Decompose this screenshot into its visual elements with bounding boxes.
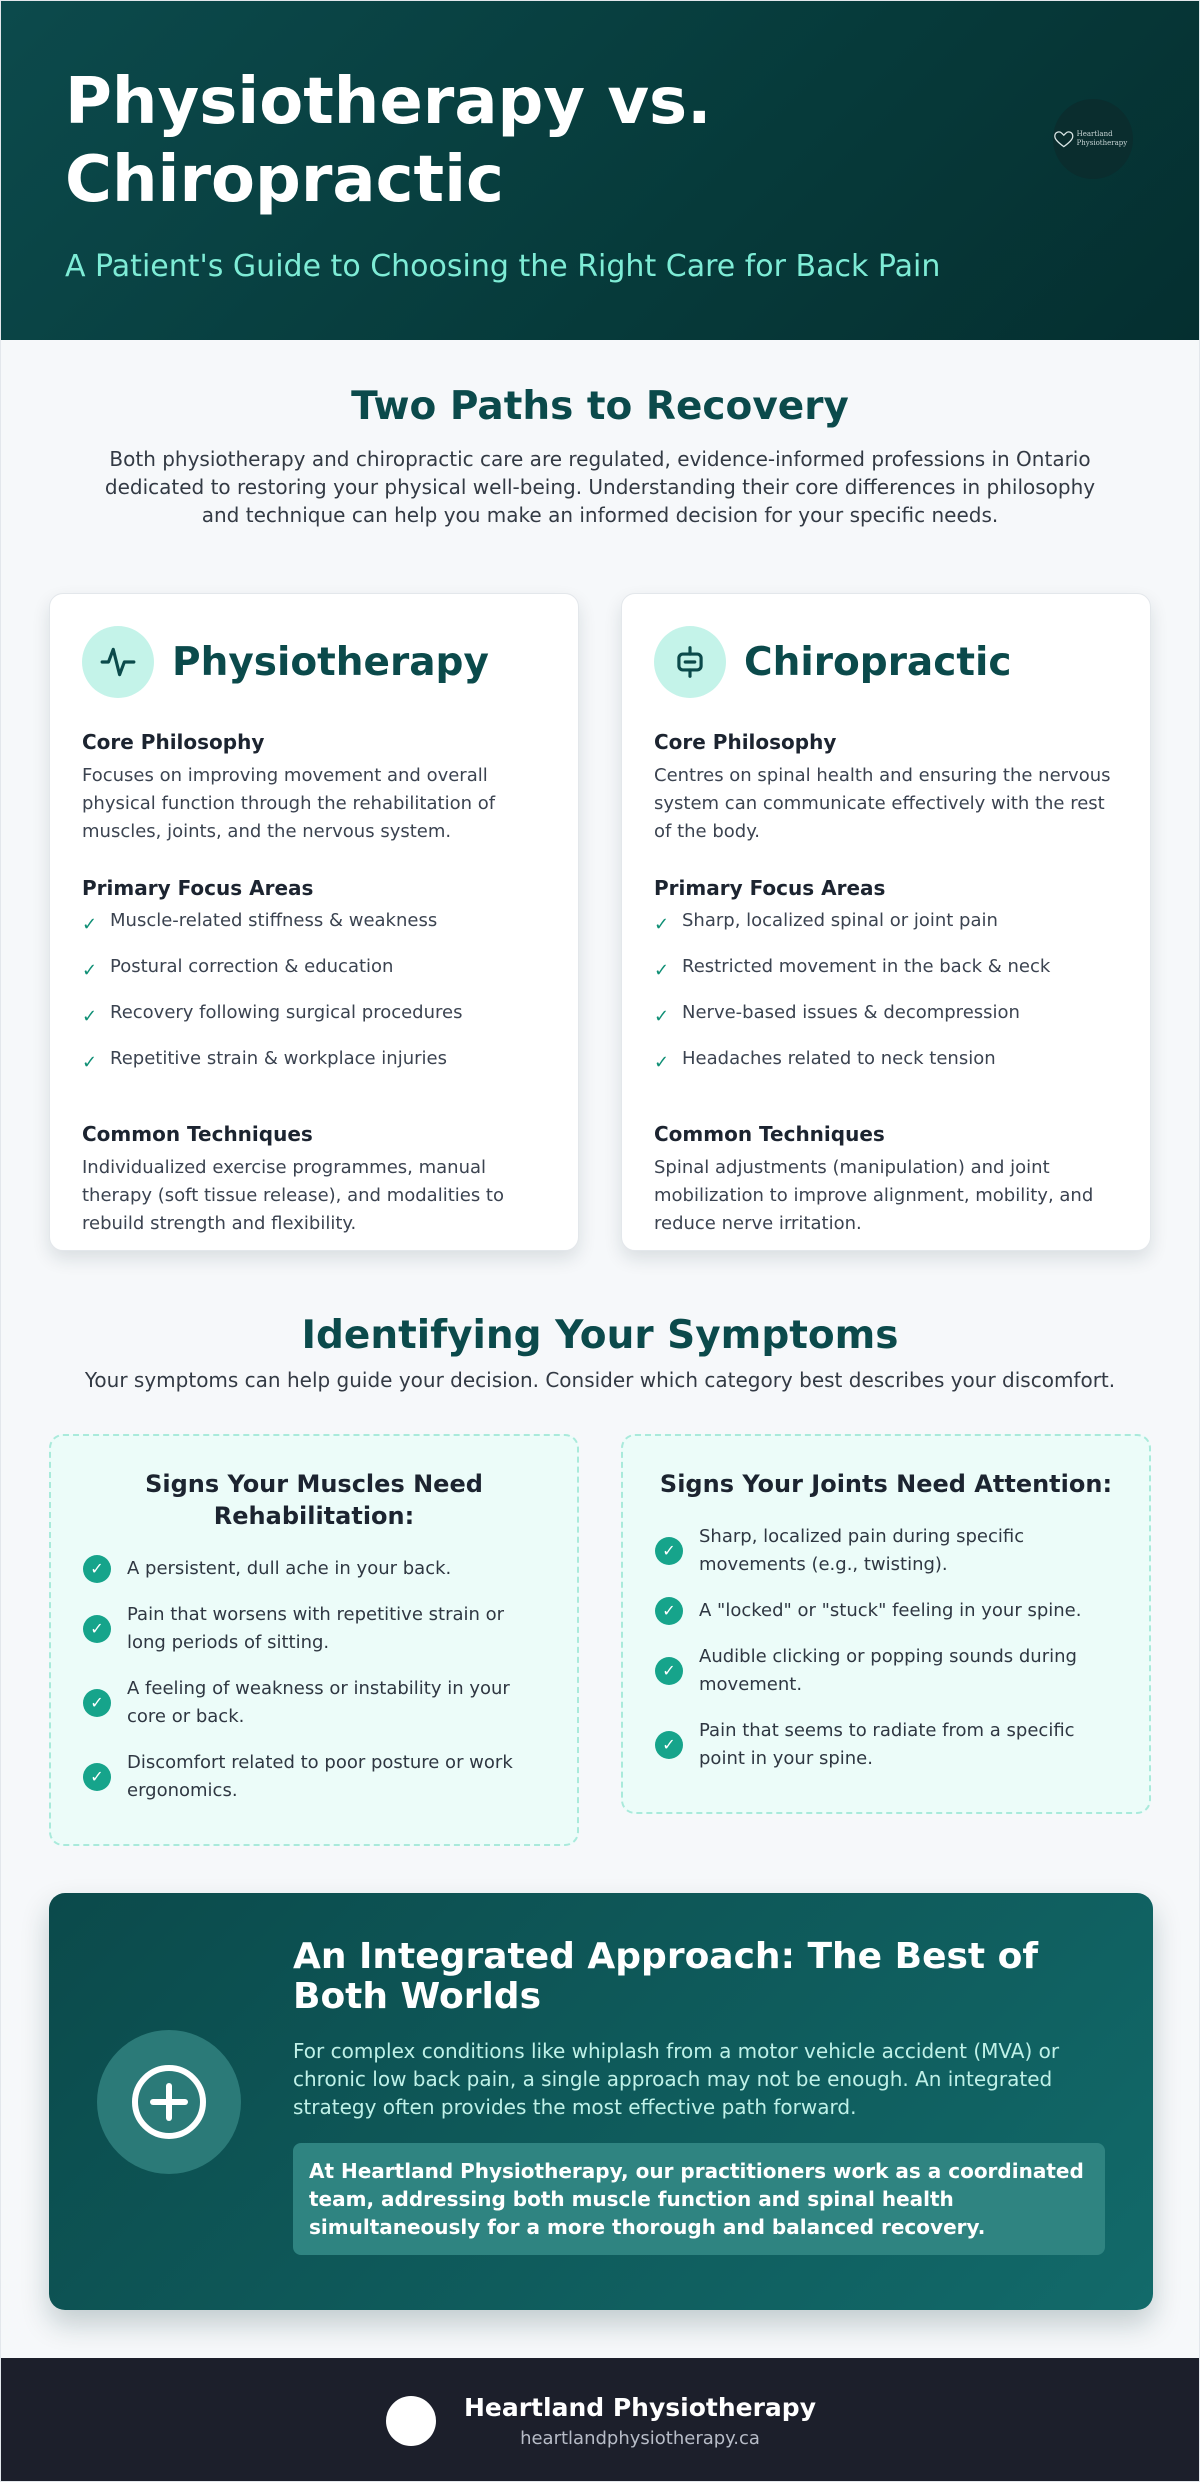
symptoms-title: Identifying Your Symptoms [301, 1313, 899, 1358]
focus-item: Headaches related to neck tension [682, 1048, 996, 1069]
check-circle-icon: ✓ [655, 1537, 683, 1565]
card-header [654, 626, 1118, 698]
philosophy-label: Core Philosophy [82, 730, 265, 754]
focus-item: Nerve-based issues & decompression [682, 1002, 1020, 1023]
symptom-text: A feeling of weakness or instability in your core or back. [127, 1678, 510, 1727]
joint-signs-title: Signs Your Joints Need Attention: [659, 1470, 1113, 1498]
check-circle-icon: ✓ [83, 1689, 111, 1717]
intro-section [1, 340, 1199, 529]
focus-list [82, 908, 546, 1092]
list-item [82, 954, 546, 1000]
symptoms-subtitle: Your symptoms can help guide your decision. Consider which category best describes your discomfort. [84, 1368, 1116, 1392]
focus-item: Repetitive strain & workplace injuries [110, 1048, 447, 1069]
list-item [83, 1740, 545, 1814]
card-title: Chiropractic [744, 639, 1012, 685]
comparison-cards [1, 593, 1199, 1251]
focus-item: Recovery following surgical procedures [110, 1002, 463, 1023]
symptom-text: Sharp, localized pain during specific movements (e.g., twisting). [699, 1526, 1025, 1575]
philosophy-label: Core Philosophy [654, 730, 837, 754]
footer [1, 2358, 1200, 2482]
philosophy-text: Focuses on improving movement and overall physical function through the rehabilitation of muscles, joints, and the nervous system. [82, 765, 496, 842]
footer-brand-name: Heartland Physiotherapy [463, 2392, 816, 2422]
heart-logo-icon [1053, 124, 1075, 154]
techniques-label: Common Techniques [654, 1122, 885, 1146]
techniques-text: Spinal adjustments (manipulation) and joint mobilization to improve alignment, mobility, and reduce nerve irritation. [654, 1157, 1094, 1234]
brand-logo [1053, 99, 1133, 179]
muscle-signs-box [49, 1434, 579, 1846]
focus-list [654, 908, 1118, 1092]
techniques-label: Common Techniques [82, 1122, 313, 1146]
footer-logo-icon [386, 2396, 436, 2446]
check-circle-icon: ✓ [83, 1763, 111, 1791]
spine-vertebra-icon [654, 626, 726, 698]
check-icon: ✓ [654, 1052, 670, 1073]
check-icon: ✓ [82, 960, 98, 981]
list-item [83, 1592, 545, 1666]
card-header [82, 626, 546, 698]
integrated-callout: At Heartland Physiotherapy, our practitioners work as a coordinated team, addressing both muscle function and spinal health simultaneously for a more thorough and balanced recovery. [293, 2143, 1105, 2255]
symptoms-boxes [1, 1434, 1199, 1846]
list-item [655, 1514, 1117, 1588]
check-circle-icon: ✓ [655, 1731, 683, 1759]
symptoms-section [1, 1313, 1199, 1392]
logo-wordmark: Heartland Physiotherapy [1076, 130, 1128, 147]
list-item [655, 1708, 1117, 1782]
joint-signs-box [621, 1434, 1151, 1814]
joint-signs-list [655, 1514, 1117, 1782]
symptom-text: Pain that worsens with repetitive strain or long periods of sitting. [127, 1604, 505, 1653]
activity-pulse-icon [82, 626, 154, 698]
footer-website-link[interactable]: heartlandphysiotherapy.ca [520, 2427, 760, 2449]
check-icon: ✓ [82, 1006, 98, 1027]
check-circle-icon: ✓ [83, 1615, 111, 1643]
symptom-text: Discomfort related to poor posture or work ergonomics. [127, 1752, 513, 1801]
focus-item: Postural correction & education [110, 956, 394, 977]
check-circle-icon: ✓ [655, 1597, 683, 1625]
integrated-body [293, 1893, 1105, 2310]
intro-text: Both physiotherapy and chiropractic care are regulated, evidence-informed professions in Ontario dedicated to restoring your physical well-being. Understanding their core differences in philosophy and technique can help you make an informed decision for your specific needs. [104, 447, 1096, 527]
focus-item: Muscle-related stiffness & weakness [110, 910, 438, 931]
check-circle-icon: ✓ [655, 1657, 683, 1685]
check-icon: ✓ [654, 960, 670, 981]
check-circle-icon: ✓ [83, 1555, 111, 1583]
plus-circle-icon [97, 2030, 241, 2174]
footer-brand [464, 2393, 816, 2449]
list-item [654, 954, 1118, 1000]
muscle-signs-title: Signs Your Muscles Need Rehabilitation: [145, 1470, 483, 1530]
focus-label: Primary Focus Areas [654, 876, 886, 900]
list-item [82, 908, 546, 954]
list-item [83, 1666, 545, 1740]
symptom-text: A "locked" or "stuck" feeling in your spine. [699, 1600, 1082, 1621]
integrated-approach-panel [49, 1893, 1153, 2310]
list-item [655, 1588, 1117, 1634]
symptom-text: Audible clicking or popping sounds during movement. [699, 1646, 1077, 1695]
integrated-icon-wrap [97, 1893, 293, 2310]
hero-header [1, 1, 1199, 340]
chiropractic-card [621, 593, 1151, 1251]
focus-item: Restricted movement in the back & neck [682, 956, 1051, 977]
symptom-text: A persistent, dull ache in your back. [127, 1558, 452, 1579]
list-item [82, 1046, 546, 1092]
focus-label: Primary Focus Areas [82, 876, 314, 900]
page-subtitle: A Patient's Guide to Choosing the Right Care for Back Pain [65, 249, 941, 284]
list-item [654, 1046, 1118, 1092]
list-item [83, 1546, 545, 1592]
techniques-text: Individualized exercise programmes, manual therapy (soft tissue release), and modalities to rebuild strength and flexibility. [82, 1157, 504, 1234]
list-item [655, 1634, 1117, 1708]
intro-title: Two Paths to Recovery [351, 384, 849, 429]
list-item [82, 1000, 546, 1046]
check-icon: ✓ [82, 914, 98, 935]
page-title: Physiotherapy vs. Chiropractic [65, 65, 712, 217]
muscle-signs-list [83, 1546, 545, 1814]
list-item [654, 908, 1118, 954]
symptom-text: Pain that seems to radiate from a specific point in your spine. [699, 1720, 1075, 1769]
physiotherapy-card [49, 593, 579, 1251]
integrated-text: For complex conditions like whiplash from a motor vehicle accident (MVA) or chronic low back pain, a single approach may not be enough. An integrated strategy often provides the most effective path forward. [293, 2039, 1060, 2119]
list-item [654, 1000, 1118, 1046]
check-icon: ✓ [654, 914, 670, 935]
focus-item: Sharp, localized spinal or joint pain [682, 910, 998, 931]
check-icon: ✓ [82, 1052, 98, 1073]
card-title: Physiotherapy [172, 639, 489, 685]
check-icon: ✓ [654, 1006, 670, 1027]
philosophy-text: Centres on spinal health and ensuring the nervous system can communicate effectively with the rest of the body. [654, 765, 1111, 842]
integrated-title: An Integrated Approach: The Best of Both Worlds [293, 1936, 1039, 2017]
